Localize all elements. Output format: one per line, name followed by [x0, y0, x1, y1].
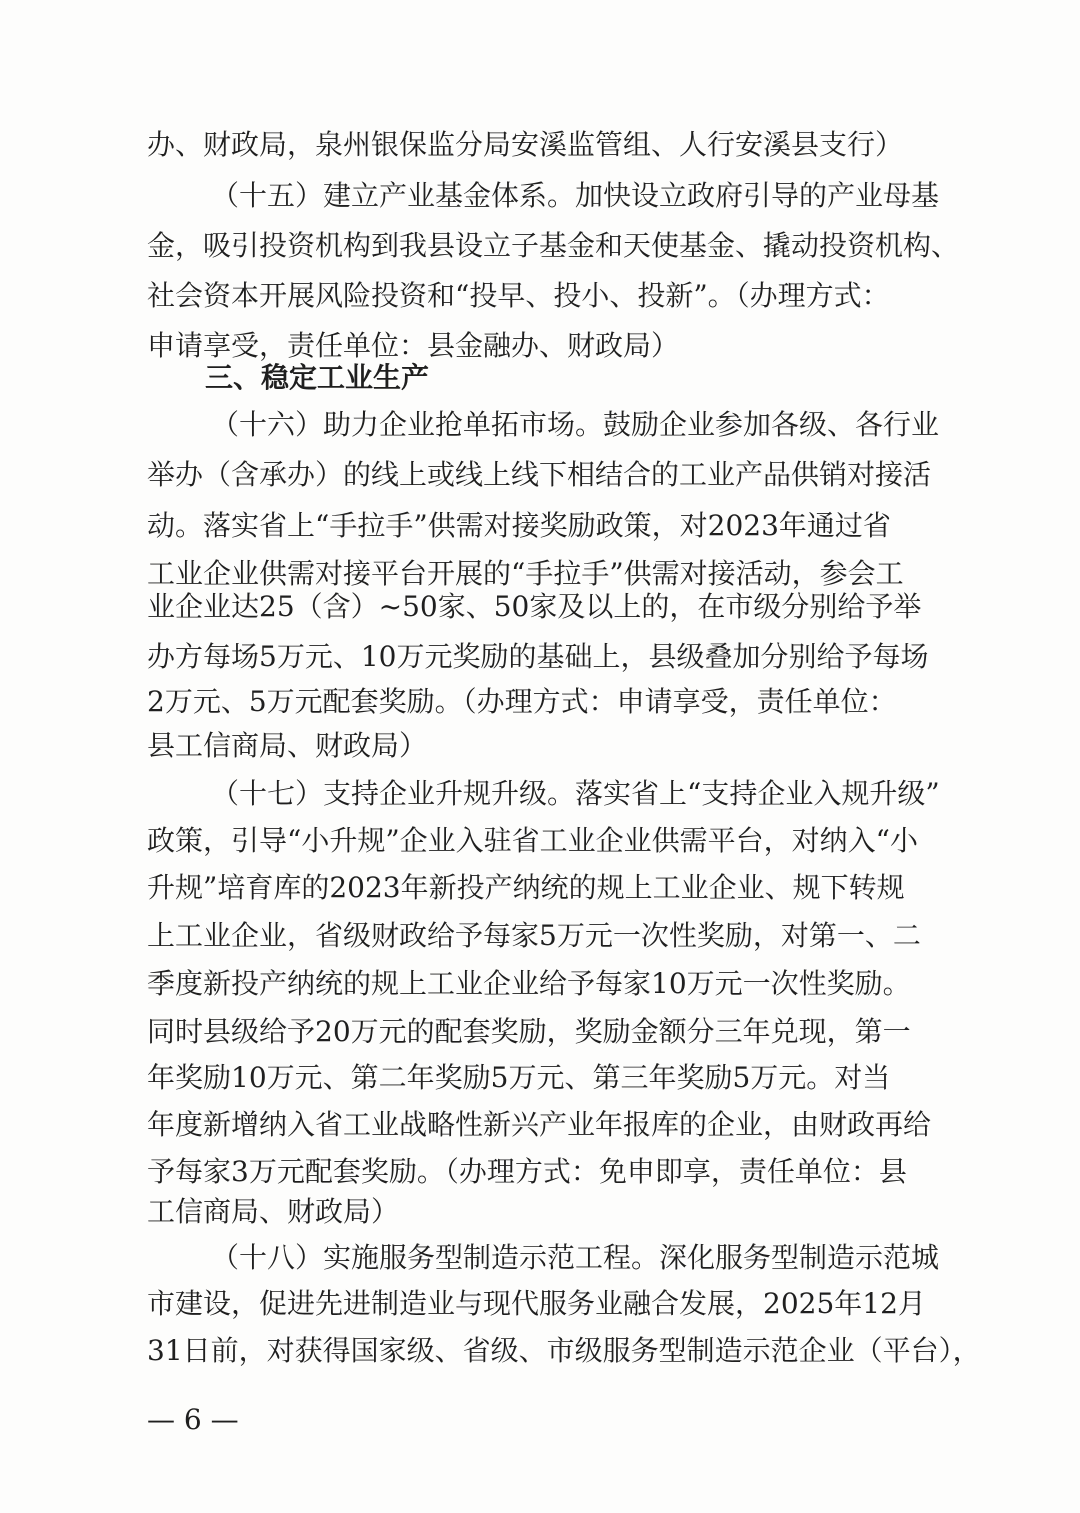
- text-line: 金，吸引投资机构到我县设立子基金和天使基金、撬动投资机构、: [147, 229, 960, 262]
- text-line: 动。落实省上“手拉手”供需对接奖励政策，对2023年通过省: [147, 509, 891, 542]
- text-line: 31日前，对获得国家级、省级、市级服务型制造示范企业（平台），: [147, 1334, 981, 1367]
- text-line: （十六）助力企业抢单拓市场。鼓励企业参加各级、各行业: [211, 408, 940, 441]
- text-line: 办、财政局，泉州银保监分局安溪监管组、人行安溪县支行）: [147, 128, 904, 161]
- text-line: 申请享受，责任单位：县金融办、财政局）: [147, 329, 680, 362]
- text-line: 工业企业供需对接平台开展的“手拉手”供需对接活动，参会工: [147, 557, 904, 590]
- text-line: 办方每场5万元、10万元奖励的基础上，县级叠加分别给予每场: [147, 640, 929, 673]
- text-line: 同时县级给予20万元的配套奖励，奖励金额分三年兑现，第一: [147, 1015, 911, 1048]
- text-line: 季度新投产纳统的规上工业企业给予每家10万元一次性奖励。: [147, 967, 911, 1000]
- text-line: 上工业企业，省级财政给予每家5万元一次性奖励，对第一、二: [147, 919, 921, 952]
- text-line: 社会资本开展风险投资和“投早、投小、投新”。（办理方式：: [147, 279, 890, 312]
- text-line: （十七）支持企业升规升级。落实省上“支持企业入规升级”: [211, 777, 940, 810]
- text-line: （十八）实施服务型制造示范工程。深化服务型制造示范城: [211, 1241, 940, 1274]
- text-line: 2万元、5万元配套奖励。（办理方式：申请享受，责任单位：: [147, 685, 897, 718]
- text-line: 县工信商局、财政局）: [147, 729, 428, 762]
- text-line: 升规”培育库的2023年新投产纳统的规上工业企业、规下转规: [147, 871, 905, 904]
- text-line: 市建设，促进先进制造业与现代服务业融合发展，2025年12月: [147, 1287, 926, 1320]
- text-line: 业企业达25（含）~50家、50家及以上的，在市级分别给予举: [147, 590, 922, 623]
- text-line: 年奖励10万元、第二年奖励5万元、第三年奖励5万元。对当: [147, 1061, 891, 1094]
- page-number: — 6 —: [147, 1403, 239, 1436]
- text-line: （十五）建立产业基金体系。加快设立政府引导的产业母基: [211, 179, 940, 212]
- text-line: 予每家3万元配套奖励。（办理方式：免申即享，责任单位：县: [147, 1155, 907, 1188]
- text-line: 举办（含承办）的线上或线上线下相结合的工业产品供销对接活: [147, 458, 932, 491]
- text-line: 工信商局、财政局）: [147, 1195, 400, 1228]
- section-heading: 三、稳定工业生产: [205, 361, 430, 394]
- text-line: 年度新增纳入省工业战略性新兴产业年报库的企业，由财政再给: [147, 1108, 932, 1141]
- text-line: 政策，引导“小升规”企业入驻省工业企业供需平台，对纳入“小: [147, 824, 918, 857]
